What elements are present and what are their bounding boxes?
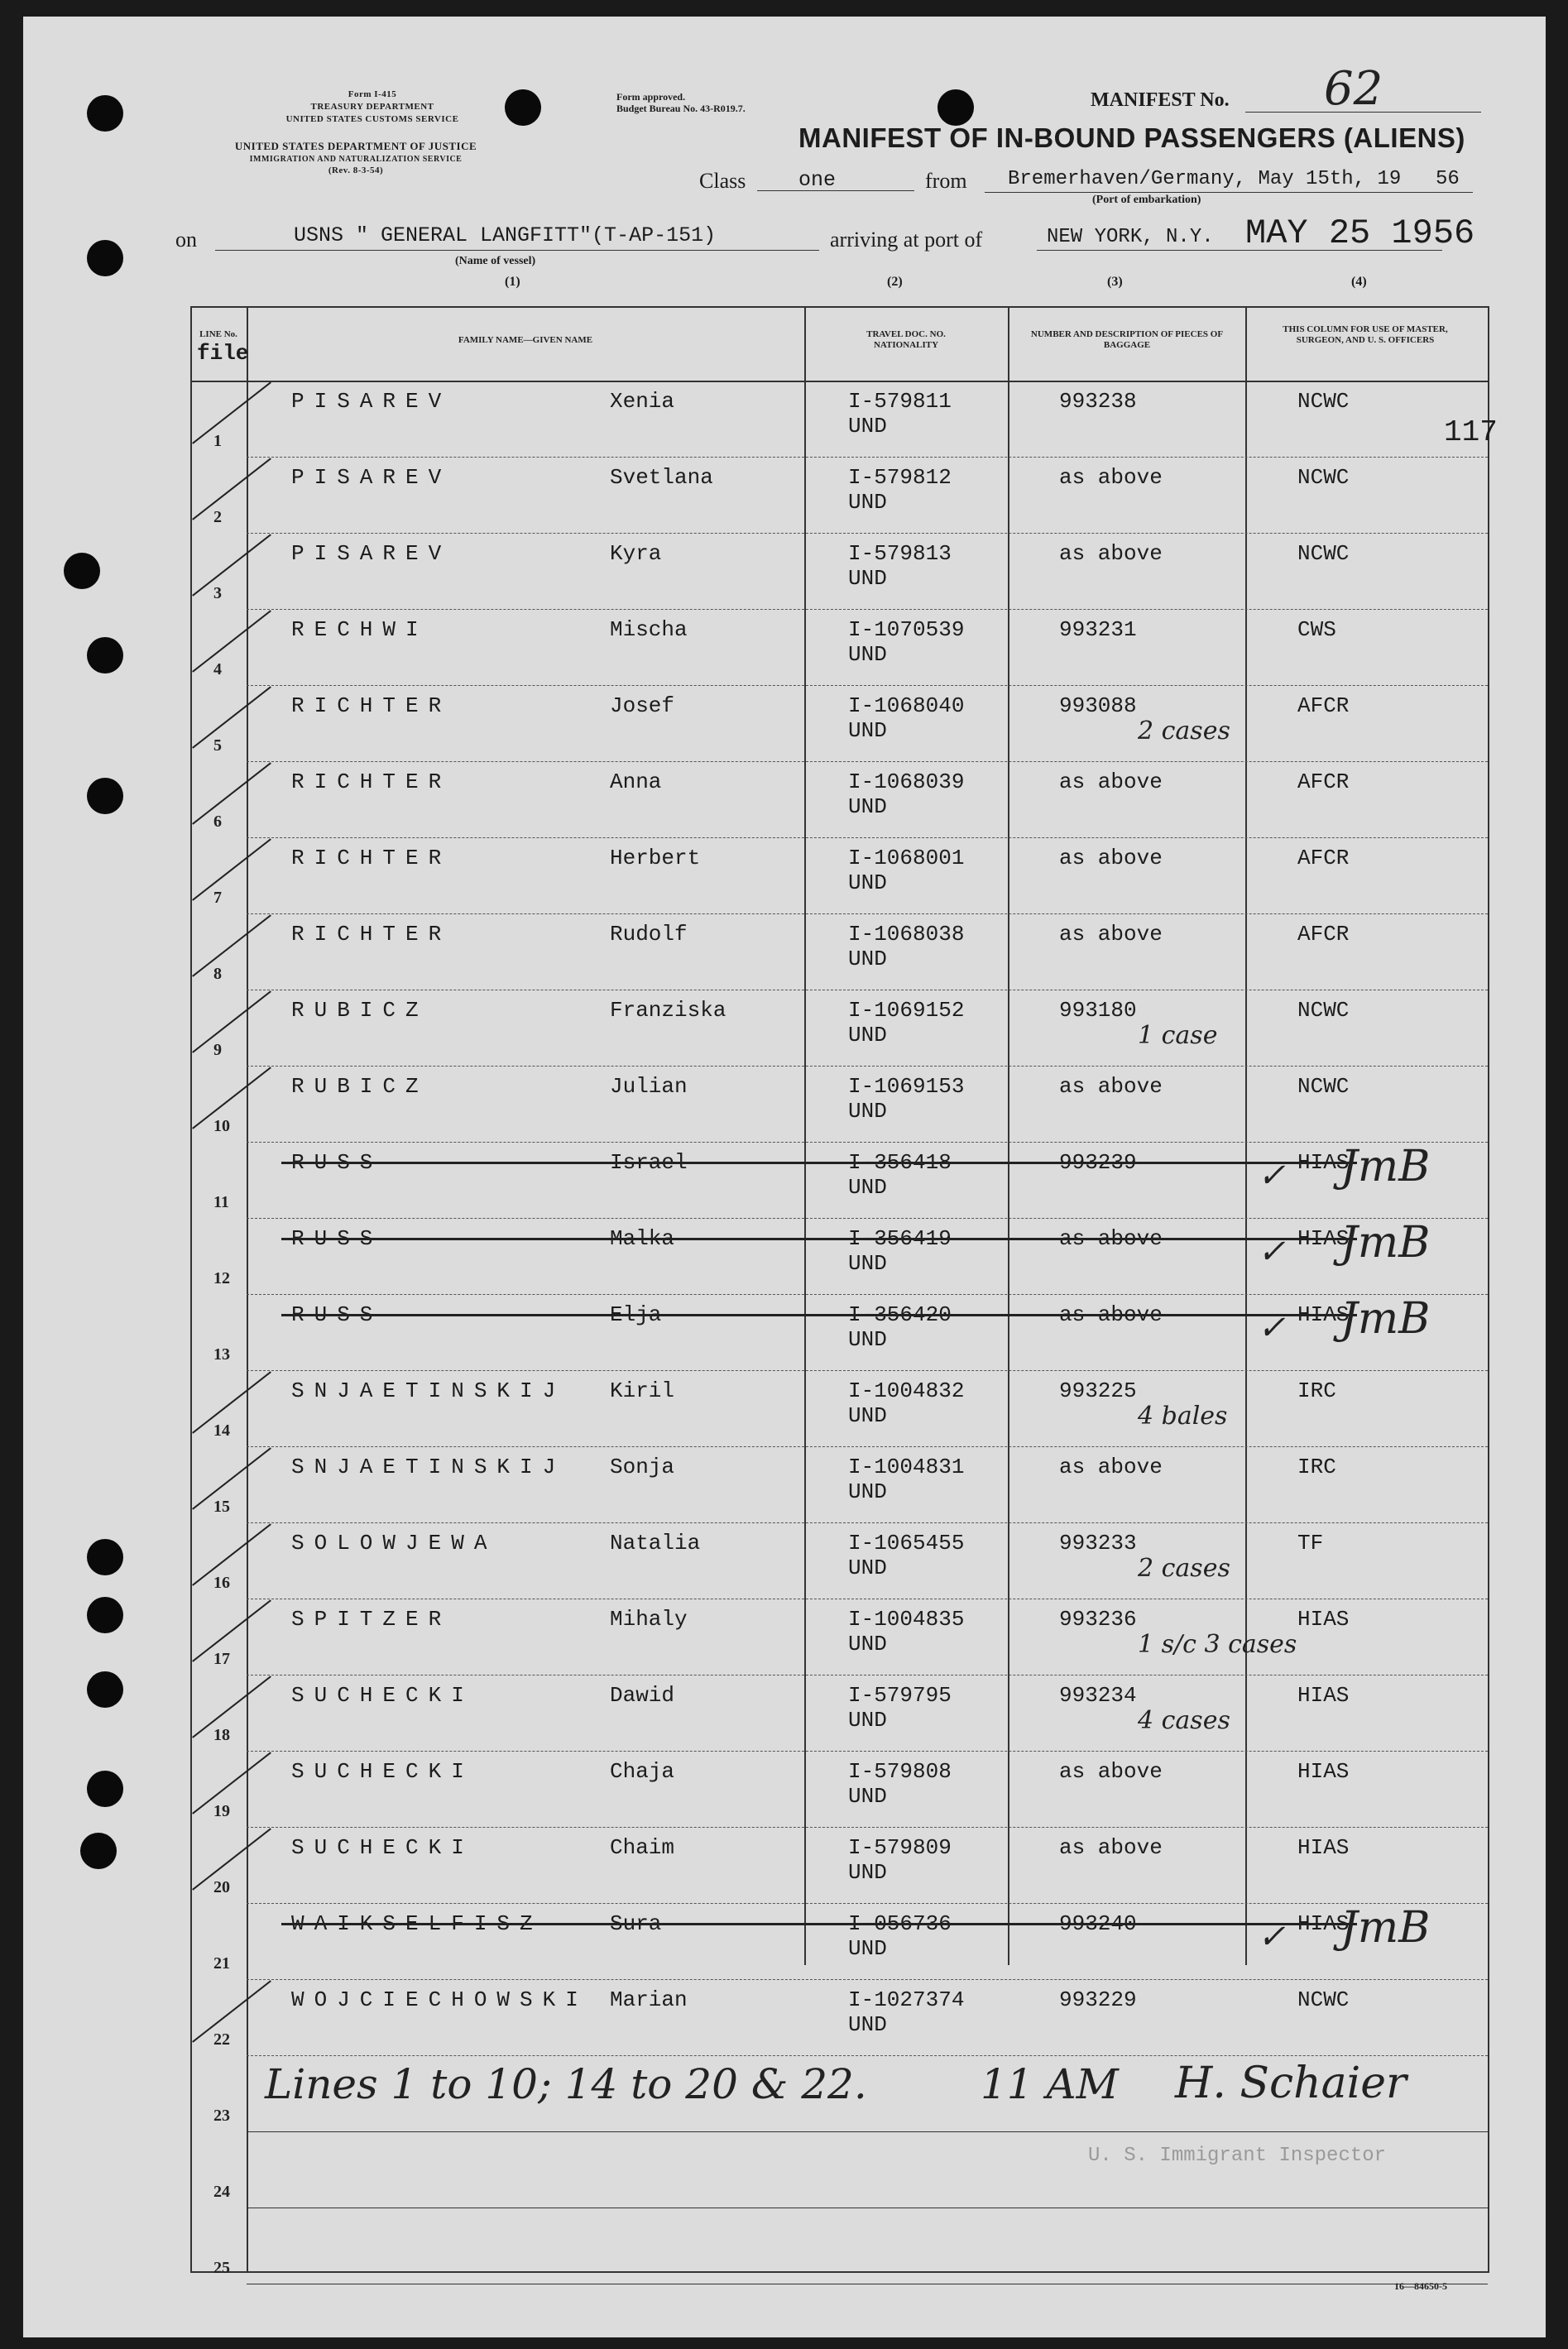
strike-through-line bbox=[281, 1162, 1357, 1164]
year-value: 56 bbox=[1436, 168, 1460, 190]
agency-code: HIAS bbox=[1297, 1150, 1350, 1175]
agency-code: CWS bbox=[1297, 617, 1336, 642]
given-name: Josef bbox=[610, 693, 675, 718]
line-number: 14 bbox=[213, 1421, 230, 1440]
line-number: 17 bbox=[213, 1650, 230, 1668]
given-name: Svetlana bbox=[610, 465, 713, 490]
manifest-no-value: 62 bbox=[1324, 62, 1383, 116]
annotation-time: 11 AM bbox=[981, 2060, 1119, 2108]
baggage-description: as above bbox=[1059, 541, 1163, 566]
class-label: Class bbox=[699, 169, 746, 193]
family-name: RUSS bbox=[291, 1226, 383, 1251]
line-number: 3 bbox=[213, 584, 222, 602]
family-name: WOJCIECHOWSKI bbox=[291, 1987, 588, 2012]
given-name: Kyra bbox=[610, 541, 662, 566]
agency-code: HIAS bbox=[1297, 1226, 1350, 1251]
given-name: Kiril bbox=[610, 1378, 675, 1403]
given-name: Chaim bbox=[610, 1835, 675, 1860]
baggage-handwritten-note: 1 case bbox=[1138, 1021, 1218, 1050]
agency-code: NCWC bbox=[1297, 465, 1350, 490]
header-doc: TRAVEL DOC. NO. NATIONALITY bbox=[866, 329, 946, 350]
family-name: SPITZER bbox=[291, 1607, 452, 1632]
family-name: SUCHECKI bbox=[291, 1835, 474, 1860]
given-name: Franziska bbox=[610, 998, 726, 1023]
given-name: Rudolf bbox=[610, 922, 688, 947]
tally-mark-icon bbox=[192, 762, 271, 824]
line-number: 18 bbox=[213, 1726, 230, 1744]
nationality: UND bbox=[848, 490, 887, 515]
tally-mark-icon bbox=[192, 1828, 271, 1890]
table-row bbox=[0, 1066, 1568, 1142]
baggage-description: 993088 bbox=[1059, 693, 1137, 718]
baggage-handwritten-note: 4 cases bbox=[1138, 1706, 1230, 1735]
line-number: 4 bbox=[213, 660, 222, 678]
check-mark-icon: ✓ bbox=[1258, 1918, 1286, 1956]
line-number: 21 bbox=[213, 1954, 230, 1973]
tally-mark-icon bbox=[192, 1371, 271, 1433]
given-name: Sura bbox=[610, 1911, 662, 1936]
nationality: UND bbox=[848, 1784, 887, 1809]
travel-doc-number: I-1068001 bbox=[848, 846, 965, 870]
line-number: 7 bbox=[213, 889, 222, 907]
tally-mark-icon bbox=[192, 1599, 271, 1661]
inspector-initials: JmB bbox=[1340, 1142, 1431, 1191]
nationality: UND bbox=[848, 1403, 887, 1428]
line-number: 16 bbox=[213, 1574, 230, 1592]
agency-code: HIAS bbox=[1297, 1835, 1350, 1860]
baggage-description: 993240 bbox=[1059, 1911, 1137, 1936]
baggage-description: as above bbox=[1059, 1759, 1163, 1784]
given-name: Natalia bbox=[610, 1531, 701, 1556]
travel-doc-number: I-579813 bbox=[848, 541, 952, 566]
travel-doc-number: I-1027374 bbox=[848, 1987, 965, 2012]
family-name: RICHTER bbox=[291, 922, 452, 947]
tally-mark-icon bbox=[192, 534, 271, 596]
family-name: RUSS bbox=[291, 1302, 383, 1327]
table-row bbox=[0, 1294, 1568, 1370]
baggage-description: as above bbox=[1059, 1074, 1163, 1099]
agency-code: NCWC bbox=[1297, 1074, 1350, 1099]
agency-code: HIAS bbox=[1297, 1759, 1350, 1784]
class-value: one bbox=[798, 168, 837, 192]
baggage-description: as above bbox=[1059, 465, 1163, 490]
baggage-description: 993238 bbox=[1059, 389, 1137, 414]
travel-doc-number: I-579795 bbox=[848, 1683, 952, 1708]
check-mark-icon: ✓ bbox=[1258, 1233, 1286, 1271]
arrival-port: NEW YORK, N.Y. bbox=[1047, 226, 1214, 248]
family-name: WAIKSELFISZ bbox=[291, 1911, 543, 1936]
annotation-lines: Lines 1 to 10; 14 to 20 & 22. bbox=[265, 2060, 867, 2108]
family-name: RUSS bbox=[291, 1150, 383, 1175]
tally-mark-icon bbox=[192, 1067, 271, 1129]
family-name: SUCHECKI bbox=[291, 1683, 474, 1708]
family-name: RUBICZ bbox=[291, 1074, 429, 1099]
table-row bbox=[0, 1142, 1568, 1218]
line-number: 1 bbox=[213, 432, 222, 450]
table-row bbox=[0, 685, 1568, 761]
agency-code: NCWC bbox=[1297, 998, 1350, 1023]
given-name: Elja bbox=[610, 1302, 662, 1327]
family-name: SUCHECKI bbox=[291, 1759, 474, 1784]
baggage-description: as above bbox=[1059, 922, 1163, 947]
agency-code: NCWC bbox=[1297, 1987, 1350, 2012]
inspector-initials: JmB bbox=[1340, 1218, 1431, 1268]
tally-mark-icon bbox=[192, 458, 271, 520]
revision: (Rev. 8-3-54) bbox=[328, 165, 384, 175]
table-row bbox=[0, 1903, 1568, 1979]
tally-mark-icon bbox=[192, 1752, 271, 1814]
on-label: on bbox=[175, 228, 197, 252]
from-value: Bremerhaven/Germany, May 15th, 19 bbox=[1008, 168, 1402, 190]
strike-through-line bbox=[281, 1923, 1357, 1925]
from-line bbox=[985, 192, 1473, 193]
travel-doc-number: I-356418 bbox=[848, 1150, 952, 1175]
col-num-1: (1) bbox=[505, 275, 520, 289]
punch-hole bbox=[87, 95, 123, 132]
given-name: Julian bbox=[610, 1074, 688, 1099]
nationality: UND bbox=[848, 1860, 887, 1885]
line-number: 25 bbox=[213, 2259, 230, 2277]
nationality: UND bbox=[848, 1556, 887, 1580]
tally-mark-icon bbox=[192, 1523, 271, 1585]
family-name: RICHTER bbox=[291, 846, 452, 870]
table-row bbox=[0, 533, 1568, 609]
travel-doc-number: I-1068039 bbox=[848, 769, 965, 794]
justice-dept: UNITED STATES DEPARTMENT OF JUSTICE bbox=[234, 140, 477, 152]
nationality: UND bbox=[848, 566, 887, 591]
agency-code: HIAS bbox=[1297, 1302, 1350, 1327]
line-number: 12 bbox=[213, 1269, 230, 1287]
table-row bbox=[0, 1827, 1568, 1903]
nationality: UND bbox=[848, 718, 887, 743]
line-number: 19 bbox=[213, 1802, 230, 1820]
family-name: SOLOWJEWA bbox=[291, 1531, 497, 1556]
tally-mark-icon bbox=[192, 914, 271, 976]
agency-code: NCWC bbox=[1297, 389, 1350, 414]
nationality: UND bbox=[848, 414, 887, 439]
line-number: 8 bbox=[213, 965, 222, 983]
line-number: 5 bbox=[213, 736, 222, 755]
table-row bbox=[0, 457, 1568, 533]
nationality: UND bbox=[848, 1175, 887, 1200]
nationality: UND bbox=[848, 870, 887, 895]
nationality: UND bbox=[848, 1023, 887, 1047]
line-number: 24 bbox=[213, 2183, 230, 2201]
given-name: Israel bbox=[610, 1150, 688, 1175]
nationality: UND bbox=[848, 1708, 887, 1733]
tally-mark-icon bbox=[192, 1980, 271, 2042]
inspector-initials: JmB bbox=[1340, 1903, 1431, 1953]
table-row bbox=[0, 1751, 1568, 1827]
table-row bbox=[0, 1218, 1568, 1294]
travel-doc-number: I-579812 bbox=[848, 465, 952, 490]
port-embark-caption: (Port of embarkation) bbox=[1092, 194, 1201, 206]
strike-through-line bbox=[281, 1314, 1357, 1316]
header-officers: THIS COLUMN FOR USE OF MASTER, SURGEON, AND U. S. OFFICERS bbox=[1283, 324, 1448, 345]
given-name: Dawid bbox=[610, 1683, 675, 1708]
nationality: UND bbox=[848, 1327, 887, 1352]
travel-doc-number: I-1068038 bbox=[848, 922, 965, 947]
tally-mark-icon bbox=[192, 1447, 271, 1509]
tally-mark-icon bbox=[192, 610, 271, 672]
page-number: 117 bbox=[1444, 415, 1498, 449]
inspector-signature: H. Schaier bbox=[1175, 2059, 1407, 2108]
travel-doc-number: I-579811 bbox=[848, 389, 952, 414]
tally-mark-icon bbox=[192, 838, 271, 900]
treasury-dept: TREASURY DEPARTMENT bbox=[310, 102, 434, 112]
manifest-title: MANIFEST OF IN-BOUND PASSENGERS (ALIENS) bbox=[798, 122, 1465, 153]
inspector-caption: U. S. Immigrant Inspector bbox=[1088, 2145, 1387, 2167]
tally-mark-icon bbox=[192, 990, 271, 1052]
agency-code: AFCR bbox=[1297, 846, 1350, 870]
line-number: 22 bbox=[213, 2030, 230, 2049]
nationality: UND bbox=[848, 1632, 887, 1656]
form-approved: Form approved. bbox=[616, 91, 686, 103]
check-mark-icon: ✓ bbox=[1258, 1309, 1286, 1347]
travel-doc-number: I-056736 bbox=[848, 1911, 952, 1936]
family-name: PISAREV bbox=[291, 465, 452, 490]
table-row bbox=[0, 381, 1568, 457]
table-row bbox=[0, 913, 1568, 990]
given-name: Chaja bbox=[610, 1759, 675, 1784]
agency-code: NCWC bbox=[1297, 541, 1350, 566]
given-name: Mihaly bbox=[610, 1607, 688, 1632]
from-label: from bbox=[925, 169, 967, 193]
travel-doc-number: I-1068040 bbox=[848, 693, 965, 718]
baggage-handwritten-note: 1 s/c 3 cases bbox=[1138, 1630, 1297, 1659]
baggage-handwritten-note: 2 cases bbox=[1138, 1554, 1230, 1583]
table-row bbox=[0, 2131, 1568, 2208]
nationality: UND bbox=[848, 1936, 887, 1961]
nationality: UND bbox=[848, 1251, 887, 1276]
table-row bbox=[0, 1522, 1568, 1599]
family-name: RECHWI bbox=[291, 617, 429, 642]
punch-hole bbox=[505, 89, 541, 126]
line-number: 13 bbox=[213, 1345, 230, 1364]
baggage-description: 993225 bbox=[1059, 1378, 1137, 1403]
vessel-caption: (Name of vessel) bbox=[455, 255, 536, 267]
given-name: Malka bbox=[610, 1226, 675, 1251]
given-name: Xenia bbox=[610, 389, 675, 414]
baggage-description: as above bbox=[1059, 769, 1163, 794]
punch-hole bbox=[87, 240, 123, 276]
family-name: PISAREV bbox=[291, 389, 452, 414]
baggage-description: as above bbox=[1059, 1455, 1163, 1479]
tally-mark-icon bbox=[192, 1675, 271, 1738]
header-baggage: NUMBER AND DESCRIPTION OF PIECES OF BAGGAGE bbox=[1030, 329, 1224, 350]
col-num-4: (4) bbox=[1351, 275, 1367, 289]
travel-doc-number: I-579809 bbox=[848, 1835, 952, 1860]
travel-doc-number: I-1004832 bbox=[848, 1378, 965, 1403]
travel-doc-number: I-356420 bbox=[848, 1302, 952, 1327]
manifest-no-label: MANIFEST No. bbox=[1091, 89, 1230, 111]
punch-hole bbox=[937, 89, 974, 126]
line-number: 15 bbox=[213, 1498, 230, 1516]
family-name: RICHTER bbox=[291, 769, 452, 794]
table-row bbox=[0, 1446, 1568, 1522]
given-name: Anna bbox=[610, 769, 662, 794]
agency-code: HIAS bbox=[1297, 1911, 1350, 1936]
tally-mark-icon bbox=[192, 686, 271, 748]
agency-code: HIAS bbox=[1297, 1607, 1350, 1632]
travel-doc-number: I-1069152 bbox=[848, 998, 965, 1023]
baggage-description: 993180 bbox=[1059, 998, 1137, 1023]
agency-code: AFCR bbox=[1297, 922, 1350, 947]
line-number: 23 bbox=[213, 2107, 230, 2125]
baggage-handwritten-note: 4 bales bbox=[1138, 1402, 1228, 1431]
agency-code: AFCR bbox=[1297, 769, 1350, 794]
baggage-description: 993234 bbox=[1059, 1683, 1137, 1708]
header-name: FAMILY NAME—GIVEN NAME bbox=[458, 335, 593, 345]
header-line-no: LINE No. bbox=[199, 329, 237, 339]
travel-doc-number: I-1065455 bbox=[848, 1531, 965, 1556]
nationality: UND bbox=[848, 1479, 887, 1504]
given-name: Mischa bbox=[610, 617, 688, 642]
agency-code: HIAS bbox=[1297, 1683, 1350, 1708]
col-num-2: (2) bbox=[887, 275, 903, 289]
travel-doc-number: I-1069153 bbox=[848, 1074, 965, 1099]
strike-through-line bbox=[281, 1238, 1357, 1240]
agency-code: TF bbox=[1297, 1531, 1324, 1556]
line-number: 11 bbox=[213, 1193, 229, 1211]
travel-doc-number: I-1070539 bbox=[848, 617, 965, 642]
tally-mark-icon bbox=[192, 381, 271, 443]
col-num-3: (3) bbox=[1107, 275, 1123, 289]
table-row bbox=[0, 761, 1568, 837]
baggage-description: as above bbox=[1059, 846, 1163, 870]
vessel-name: USNS " GENERAL LANGFITT"(T-AP-151) bbox=[294, 223, 717, 247]
footer-code: 16—84650-5 bbox=[1394, 2280, 1447, 2292]
travel-doc-number: I-356419 bbox=[848, 1226, 952, 1251]
table-row bbox=[0, 990, 1568, 1066]
baggage-description: as above bbox=[1059, 1226, 1163, 1251]
table-row bbox=[0, 837, 1568, 913]
line-number: 20 bbox=[213, 1878, 230, 1896]
given-name: Marian bbox=[610, 1987, 688, 2012]
travel-doc-number: I-579808 bbox=[848, 1759, 952, 1784]
baggage-description: as above bbox=[1059, 1302, 1163, 1327]
line-number: 10 bbox=[213, 1117, 230, 1135]
given-name: Sonja bbox=[610, 1455, 675, 1479]
nationality: UND bbox=[848, 2012, 887, 2037]
budget-bureau: Budget Bureau No. 43-R019.7. bbox=[616, 103, 746, 114]
table-row bbox=[0, 1675, 1568, 1751]
baggage-description: 993236 bbox=[1059, 1607, 1137, 1632]
line-number: 6 bbox=[213, 813, 222, 831]
agency-code: IRC bbox=[1297, 1378, 1336, 1403]
arriving-label: arriving at port of bbox=[830, 228, 983, 252]
family-name: RUBICZ bbox=[291, 998, 429, 1023]
baggage-handwritten-note: 2 cases bbox=[1138, 717, 1230, 745]
table-row bbox=[0, 2208, 1568, 2284]
travel-doc-number: I-1004835 bbox=[848, 1607, 965, 1632]
baggage-description: as above bbox=[1059, 1835, 1163, 1860]
baggage-description: 993229 bbox=[1059, 1987, 1137, 2012]
family-name: PISAREV bbox=[291, 541, 452, 566]
travel-doc-number: I-1004831 bbox=[848, 1455, 965, 1479]
baggage-description: 993239 bbox=[1059, 1150, 1137, 1175]
family-name: RICHTER bbox=[291, 693, 452, 718]
line-number: 9 bbox=[213, 1041, 222, 1059]
table-row bbox=[0, 1979, 1568, 2055]
baggage-description: 993231 bbox=[1059, 617, 1137, 642]
header-line-overwrite: file bbox=[197, 341, 249, 366]
baggage-description: 993233 bbox=[1059, 1531, 1137, 1556]
check-mark-icon: ✓ bbox=[1258, 1157, 1286, 1195]
table-row bbox=[0, 1370, 1568, 1446]
table-row bbox=[0, 609, 1568, 685]
family-name: SNJAETINSKIJ bbox=[291, 1455, 566, 1479]
given-name: Herbert bbox=[610, 846, 701, 870]
table-row bbox=[0, 1599, 1568, 1675]
agency-code: IRC bbox=[1297, 1455, 1336, 1479]
arrival-date-stamp: MAY 25 1956 bbox=[1245, 213, 1475, 253]
nationality: UND bbox=[848, 642, 887, 667]
nationality: UND bbox=[848, 947, 887, 971]
agency-code: AFCR bbox=[1297, 693, 1350, 718]
line-number: 2 bbox=[213, 508, 222, 526]
family-name: SNJAETINSKIJ bbox=[291, 1378, 566, 1403]
vessel-line bbox=[215, 250, 819, 251]
customs-service: UNITED STATES CUSTOMS SERVICE bbox=[285, 114, 459, 124]
nationality: UND bbox=[848, 794, 887, 819]
form-number: Form I-415 bbox=[348, 89, 397, 99]
nationality: UND bbox=[848, 1099, 887, 1124]
inspector-initials: JmB bbox=[1340, 1294, 1431, 1344]
ins: IMMIGRATION AND NATURALIZATION SERVICE bbox=[249, 155, 463, 164]
